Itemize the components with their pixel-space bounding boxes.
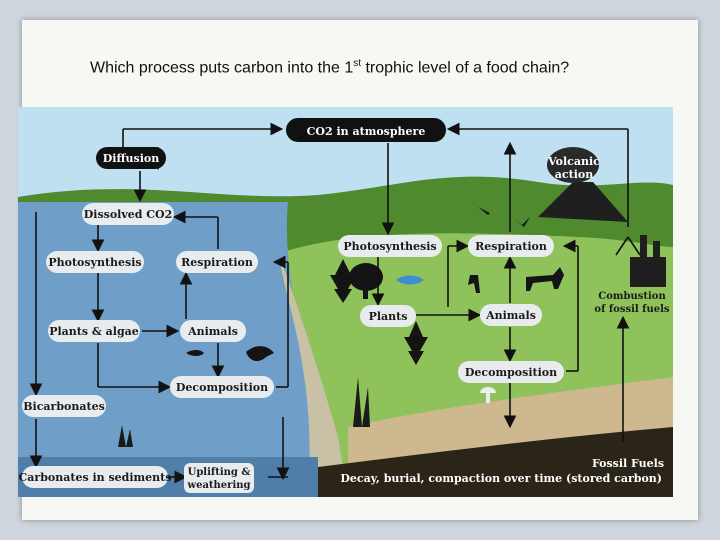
node-fossil-fuels <box>592 457 664 470</box>
node-co2-atmosphere <box>286 118 446 142</box>
node-bicarbonates <box>22 395 106 417</box>
svg-text:Respiration: Respiration <box>475 240 547 253</box>
svg-text:Carbonates in sediments: Carbonates in sediments <box>18 471 172 484</box>
node-uplifting <box>184 463 254 493</box>
node-land-plants <box>360 305 416 327</box>
factory-chimney <box>640 235 647 259</box>
node-ocean-animals <box>180 320 246 342</box>
svg-text:Photosynthesis: Photosynthesis <box>343 240 437 253</box>
svg-text:Animals: Animals <box>188 325 238 338</box>
svg-text:Plants & algae: Plants & algae <box>49 325 139 338</box>
node-land-animals <box>480 304 542 326</box>
svg-text:Decomposition: Decomposition <box>464 366 558 379</box>
svg-text:action: action <box>554 168 594 181</box>
svg-text:Photosynthesis: Photosynthesis <box>48 256 142 269</box>
svg-text:Diffusion: Diffusion <box>102 152 160 165</box>
svg-text:Plants: Plants <box>368 310 408 323</box>
svg-text:Decomposition: Decomposition <box>175 381 269 394</box>
svg-text:Combustion: Combustion <box>598 291 666 302</box>
svg-text:Fossil Fuels: Fossil Fuels <box>591 457 665 470</box>
svg-text:Decay, burial, compaction over: Decay, burial, compaction over time (stored carbon) <box>340 472 662 485</box>
svg-text:Dissolved CO2: Dissolved CO2 <box>83 208 173 221</box>
node-volcanic-action <box>547 155 600 181</box>
node-plants-algae <box>48 320 140 342</box>
svg-text:weathering: weathering <box>187 480 251 491</box>
factory <box>630 257 666 287</box>
node-diffusion <box>96 147 166 169</box>
node-dissolved-co2 <box>82 203 174 225</box>
factory-chimney <box>653 241 660 259</box>
svg-text:of fossil fuels: of fossil fuels <box>594 304 670 315</box>
tree-trunk <box>363 287 368 299</box>
svg-text:Volcanic: Volcanic <box>548 155 600 168</box>
question-text: Which process puts carbon into the 1st trophic level of a food chain? <box>90 58 570 77</box>
node-carbonates <box>19 466 172 488</box>
svg-text:CO2 in atmosphere: CO2 in atmosphere <box>306 125 426 138</box>
node-ocean-photosynthesis <box>46 251 144 273</box>
svg-text:Respiration: Respiration <box>181 256 253 269</box>
node-ocean-decomposition <box>170 376 274 398</box>
svg-text:Bicarbonates: Bicarbonates <box>23 400 105 413</box>
carbon-cycle-diagram <box>18 107 673 497</box>
svg-text:Uplifting &: Uplifting & <box>187 467 251 478</box>
node-decay <box>340 472 662 485</box>
node-land-photosynthesis <box>338 235 442 257</box>
svg-text:Animals: Animals <box>486 309 536 322</box>
node-land-decomposition <box>458 361 564 383</box>
node-land-respiration <box>468 235 554 257</box>
node-ocean-respiration <box>176 251 258 273</box>
